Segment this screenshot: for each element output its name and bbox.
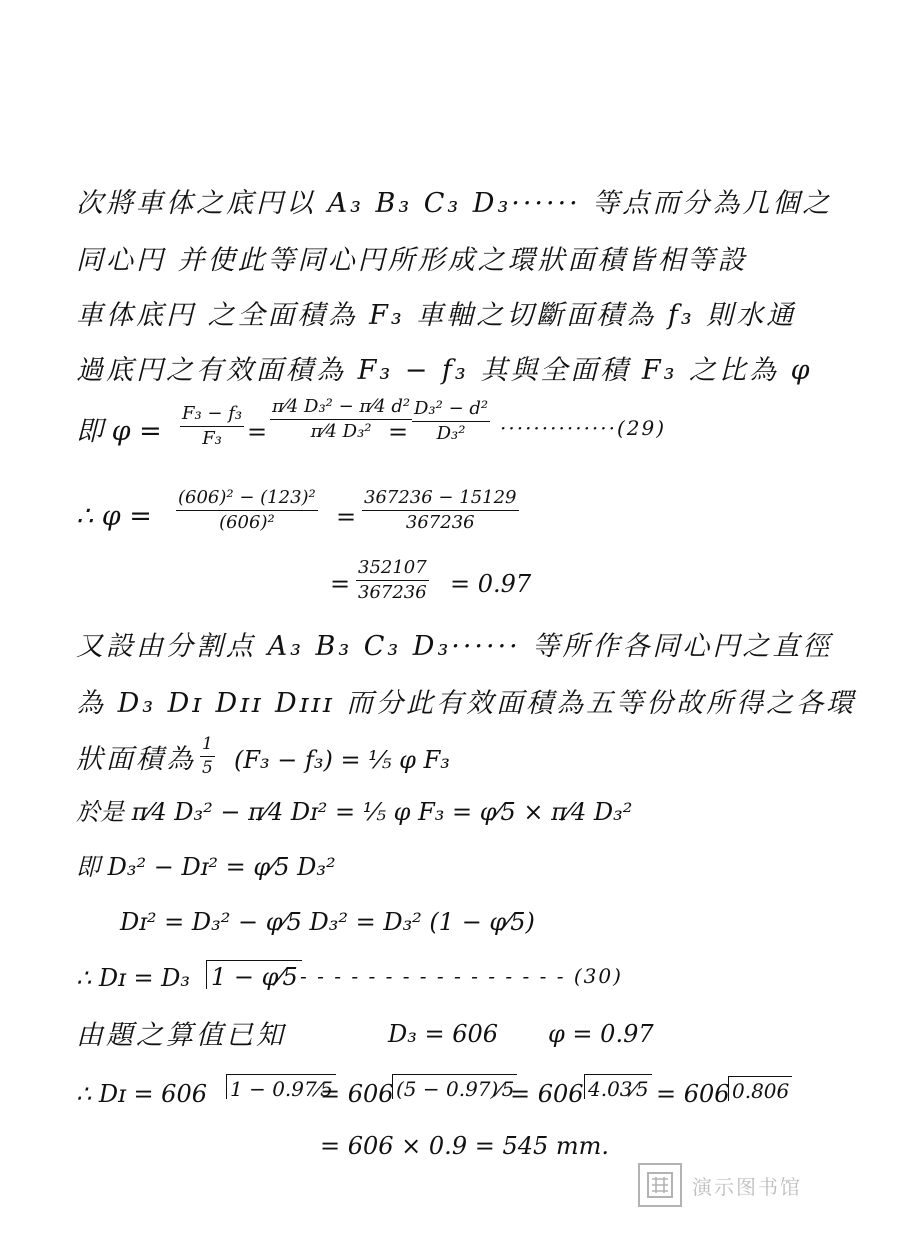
phi-known: φ = 0.97 [548, 1020, 654, 1048]
watermark-text: 演示图书馆 [692, 1174, 802, 1199]
text-line-4: 過底円之有效面積為 F₃ − f₃ 其與全面積 F₃ 之比為 φ [76, 355, 813, 386]
eq29-lead: 即 φ = [76, 416, 162, 447]
d3-value: D₃ = 606 [388, 1020, 499, 1048]
eq30-lead: ∴ Dɪ = D₃ [76, 964, 191, 992]
text-line-1: 次將車体之底円以 A₃ B₃ C₃ D₃······ 等点而分為几個之 [76, 188, 833, 219]
eq29-fraction-3 [412, 400, 490, 443]
result-fraction [356, 559, 429, 602]
equals-606: = 606 [510, 1080, 584, 1108]
calc-lead: ∴ φ = [76, 501, 152, 532]
fraction-numerator: 352107 [356, 559, 429, 581]
derivation-line-3: Dɪ² = D₃² − φ⁄5 D₃² = D₃² (1 − φ⁄5) [120, 908, 535, 936]
text-line-5: 又設由分割点 A₃ B₃ C₃ D₃······ 等所作各同心円之直徑 [76, 631, 833, 662]
fraction-denominator: F₃ [202, 428, 222, 449]
text-line-7-label: 狀面積為 [76, 744, 196, 775]
fraction-denominator: 367236 [405, 512, 475, 533]
text-line-2: 同心円 并使此等同心円所形成之環狀面積皆相等設 [76, 245, 748, 276]
fraction-denominator: 367236 [358, 582, 427, 603]
equals-sign: = [330, 570, 351, 598]
calc-fraction-2 [362, 489, 519, 532]
fraction-denominator: π⁄4 D₃² [310, 421, 372, 442]
equals-sign: = [247, 418, 268, 446]
watermark [638, 1163, 802, 1207]
final-result: = 606 × 0.9 = 545 mm. [320, 1132, 610, 1160]
equals-sign: = [336, 503, 357, 531]
equation-number: - - - - - - - - - - - - - - - - (30) [300, 964, 623, 988]
fraction-numerator: D₃² − d² [412, 400, 490, 422]
fraction-denominator: (606)² [219, 512, 275, 533]
eq29-fraction-1 [180, 405, 244, 448]
derivation-line-2: 即 D₃² − Dɪ² = φ⁄5 D₃² [76, 853, 336, 881]
equation-number: ··············(29) [500, 416, 667, 440]
square-root: 1 − 0.97⁄5 [226, 1074, 336, 1099]
text-line-6: 為 D₃ Dɪ Dɪɪ Dɪɪɪ 而分此有效面積為五等份故所得之各環 [76, 688, 857, 719]
equals-sign: = [388, 418, 409, 446]
fraction-numerator: 1 [200, 736, 215, 757]
fraction-numerator: π⁄4 D₃² − π⁄4 d² [270, 398, 412, 420]
fraction-numerator: 367236 − 15129 [362, 489, 519, 511]
square-root: 0.806 [728, 1076, 792, 1101]
derivation-line-1: 於是 π⁄4 D₃² − π⁄4 Dɪ² = ⅕ φ F₃ = φ⁄5 × π⁄4 D₃² [76, 798, 633, 826]
phi-value: = 0.97 [450, 570, 532, 598]
equals-606: = 606 [320, 1080, 394, 1108]
fraction-numerator: F₃ − f₃ [180, 405, 244, 427]
fraction-denominator: D₃² [436, 423, 466, 444]
square-root: 1 − φ⁄5 [206, 960, 302, 989]
fraction-numerator: (606)² − (123)² [176, 489, 318, 511]
library-seal-icon [638, 1163, 682, 1207]
one-fifth-fraction [200, 736, 215, 777]
square-root: (5 − 0.97)⁄5 [392, 1074, 517, 1099]
known-label: 由題之算值已知 [76, 1020, 286, 1051]
text-line-3: 車体底円 之全面積為 F₃ 車軸之切斷面積為 f₃ 則水通 [76, 300, 797, 331]
final-lead: ∴ Dɪ = 606 [76, 1080, 207, 1108]
square-root: 4.03⁄5 [584, 1074, 652, 1099]
fraction-denominator: 5 [202, 758, 213, 778]
equals-606: = 606 [656, 1080, 730, 1108]
calc-fraction-1 [176, 489, 318, 532]
area-expression: (F₃ − f₃) = ⅕ φ F₃ [234, 746, 450, 774]
